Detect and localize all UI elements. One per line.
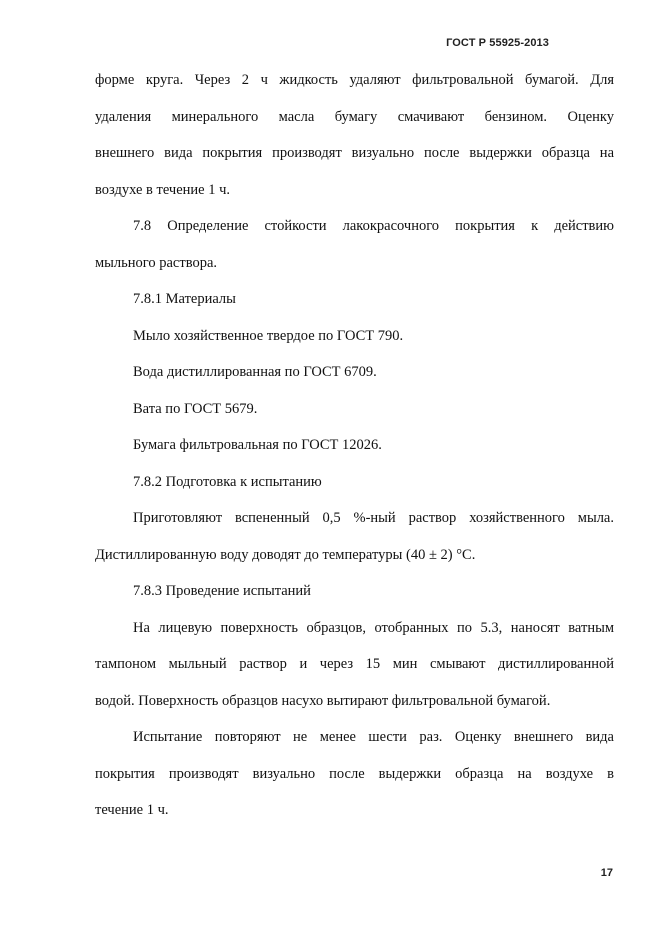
text-line: водой. Поверхность образцов насухо вытирают фильтровальной бумагой. [95, 692, 551, 709]
text-line: Приготовляют вспененный 0,5 %-ный раствор хозяйственного мыла. [133, 510, 614, 526]
material-item: Вода дистиллированная по ГОСТ 6709. [133, 364, 377, 380]
subsection-heading-7-8-3: 7.8.3 Проведение испытаний [133, 583, 311, 599]
subsection-heading-7-8-1: 7.8.1 Материалы [133, 291, 236, 307]
subsection-heading-7-8-2: 7.8.2 Подготовка к испытанию [133, 473, 322, 490]
material-item: Вата по ГОСТ 5679. [133, 400, 258, 417]
text-line: покрытия производят визуально после выдержки образца на воздухе в [95, 765, 614, 782]
document-body [95, 62, 614, 829]
text-line: форме круга. Через 2 ч жидкость удаляют фильтровальной бумагой. Для [95, 72, 614, 88]
text-line: течение 1 ч. [95, 802, 169, 818]
standard-header: ГОСТ Р 55925-2013 [446, 37, 549, 49]
text-line: Дистиллированную воду доводят до температуры (40 ± 2) °С. [95, 546, 476, 563]
text-line: мыльного раствора. [95, 254, 218, 271]
page-number: 17 [600, 867, 613, 879]
text-line: Испытание повторяют не менее шести раз. Оценку внешнего вида [133, 729, 614, 745]
section-heading-7-8: 7.8 Определение стойкости лакокрасочного покрытия к действию [133, 218, 614, 234]
text-line: удаления минерального масла бумагу смачивают бензином. Оценку [95, 108, 614, 125]
text-line: На лицевую поверхность образцов, отобранных по 5.3, наносят ватным [133, 619, 614, 636]
text-line: тампоном мыльный раствор и через 15 мин смывают дистиллированной [95, 656, 614, 672]
material-item: Мыло хозяйственное твердое по ГОСТ 790. [133, 327, 404, 344]
text-line: воздухе в течение 1 ч. [95, 181, 231, 198]
material-item: Бумага фильтровальная по ГОСТ 12026. [133, 437, 382, 453]
text-line: внешнего вида покрытия производят визуально после выдержки образца на [95, 145, 614, 161]
